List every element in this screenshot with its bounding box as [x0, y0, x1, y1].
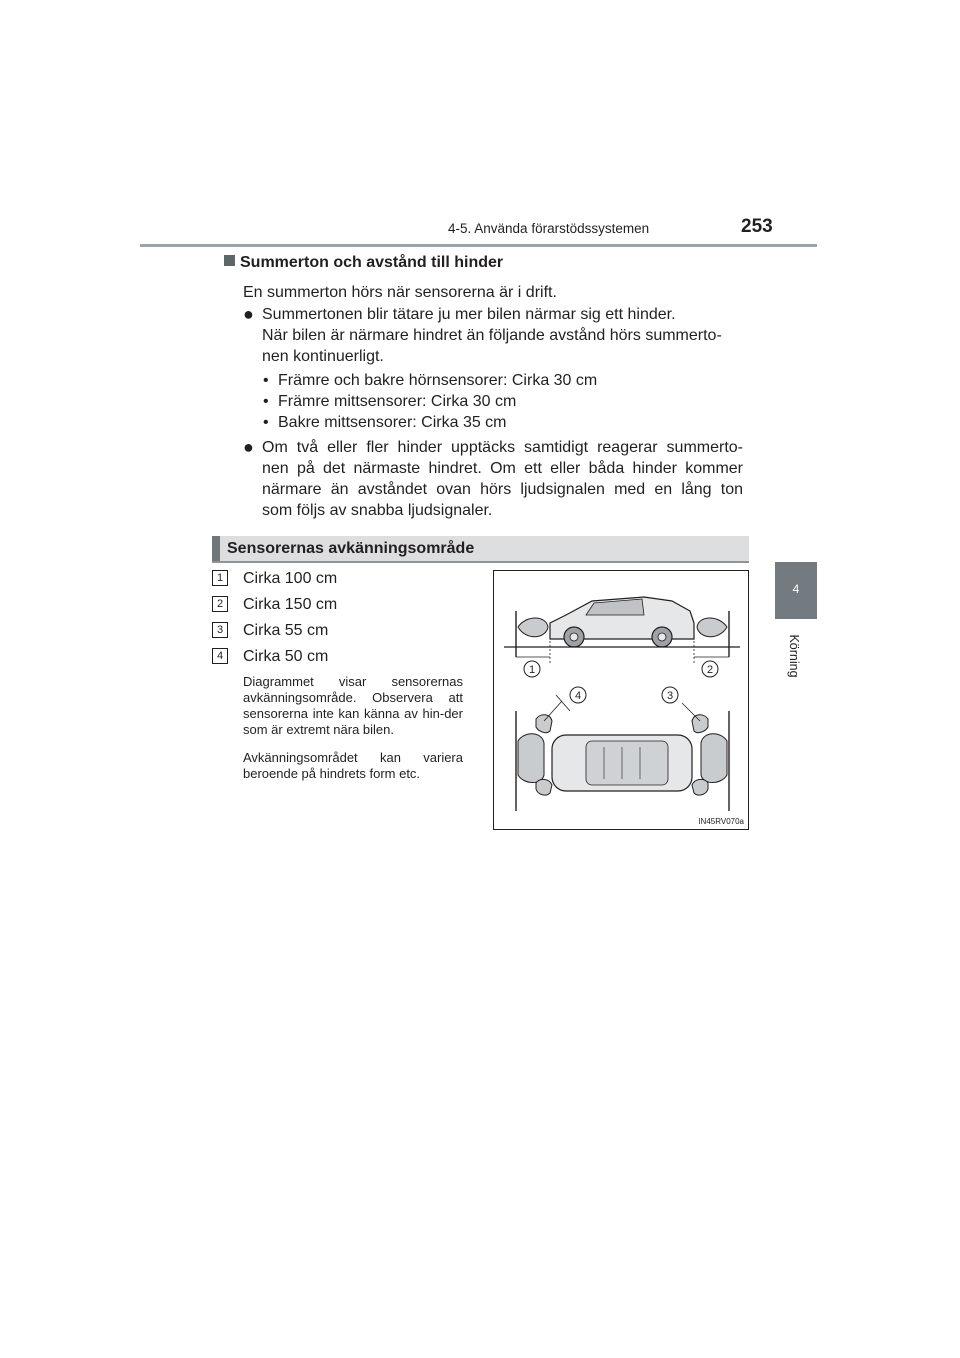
chapter-tab [775, 562, 817, 619]
figure-id: IN45RV070a [698, 817, 744, 826]
chapter-number: 4 [792, 582, 800, 596]
page-number: 253 [741, 216, 773, 237]
item-label: Cirka 150 cm [243, 596, 338, 613]
item-number: 2 [212, 596, 228, 612]
item-number: 3 [212, 622, 228, 638]
sub-item: • Bakre mittsensorer: Cirka 35 cm [263, 414, 507, 431]
item-number: 4 [212, 648, 228, 664]
bullet-2 [243, 437, 743, 521]
distance-item [212, 646, 329, 667]
bullet-1 [243, 304, 743, 367]
buzzer-heading [224, 254, 503, 272]
item-label: Cirka 55 cm [243, 622, 329, 639]
callout-2: 2 [706, 664, 714, 676]
callout-4: 4 [574, 690, 582, 702]
chapter-label-vertical [784, 626, 804, 686]
sensor-range-figure [493, 570, 749, 830]
bullet-1-line-1: Summertonen blir tätare ju mer bilen närmar sig ett hinder. [262, 306, 676, 323]
section-title: Sensorernas avkänningsområde [227, 540, 475, 557]
bullet-1-line-2: När bilen är närmare hindret än följande avstånd hörs summerto- [262, 327, 722, 344]
chapter-label: Körning [787, 634, 801, 678]
distance-item [212, 568, 338, 589]
sub-item: • Främre mittsensorer: Cirka 30 cm [263, 393, 517, 410]
bullet-2-line-4: som följs av snabba ljudsignaler. [262, 502, 493, 519]
sub-item-text: Främre och bakre hörnsensorer: Cirka 30 cm [278, 372, 598, 389]
bullet-dot-icon: ● [243, 304, 254, 324]
heading-square-icon [224, 255, 235, 266]
sub-item-text: Främre mittsensorer: Cirka 30 cm [278, 393, 517, 410]
bullet-1-line-3: nen kontinuerligt. [262, 348, 384, 365]
bullet-dot-icon: ● [243, 437, 254, 457]
section-rule [212, 561, 749, 563]
item-label: Cirka 100 cm [243, 570, 338, 587]
buzzer-heading-text: Summerton och avstånd till hinder [240, 254, 504, 271]
header-section-title: 4-5. Använda förarstödssystemen [448, 221, 650, 236]
callout-1: 1 [528, 664, 536, 676]
buzzer-intro: En summerton hörs när sensorerna är i drift. [243, 284, 557, 301]
distance-item [212, 620, 329, 641]
sub-item-text: Bakre mittsensorer: Cirka 35 cm [278, 414, 507, 431]
figure-note-2: Avkänningsområdet kan variera beroende på hindrets form etc. [243, 750, 463, 781]
bullet-2-line-2: nen på det närmaste hindret. Om ett eller båda hinder kommer [262, 460, 743, 477]
callout-3: 3 [666, 690, 674, 702]
distance-item [212, 594, 338, 615]
bullet-2-line-3: närmare än avståndet ovan hörs ljudsignalen med en lång ton [262, 481, 743, 498]
item-number: 1 [212, 570, 228, 586]
bullet-2-line-1: Om två eller fler hinder upptäcks samtidigt reagerar summerto- [262, 439, 743, 456]
section-accent [212, 536, 220, 563]
sub-item: • Främre och bakre hörnsensorer: Cirka 30 cm [263, 372, 598, 389]
section-header-bar [212, 536, 749, 563]
header-rule [140, 244, 817, 247]
sensor-range-diagram [494, 571, 750, 831]
figure-note-1: Diagrammet visar sensorernas avkänningsområde. Observera att sensorerna inte kan känna av hin-der som är extremt nära bilen. [243, 674, 463, 737]
item-label: Cirka 50 cm [243, 648, 329, 665]
